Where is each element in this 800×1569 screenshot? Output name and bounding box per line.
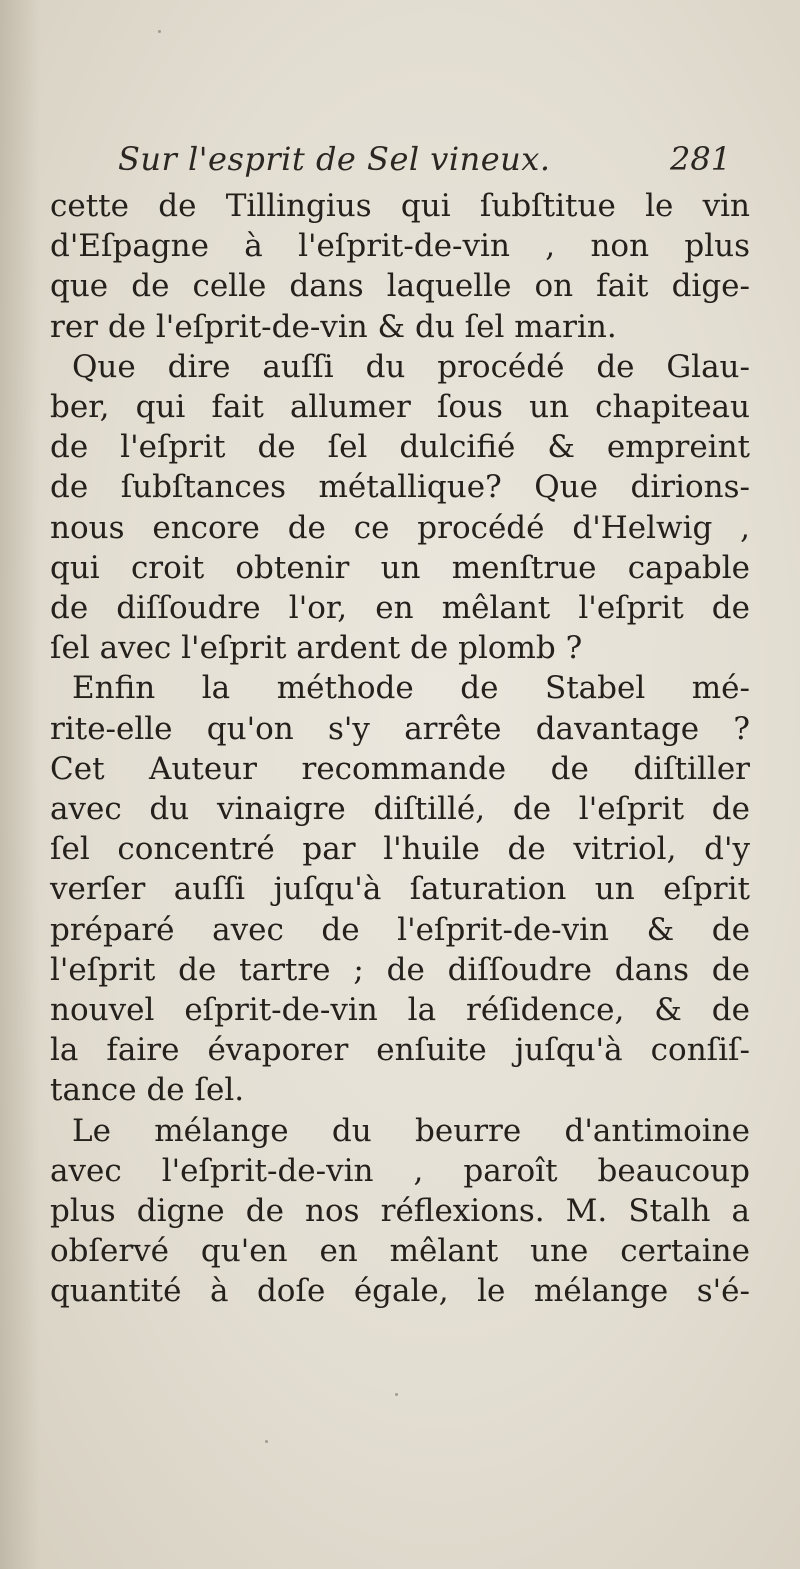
text-line: quantité à doſe égale, le mélange s'é- (50, 1273, 750, 1310)
text-line: avec l'eſprit-de-vin , paroît beaucoup (50, 1152, 750, 1189)
text-line: la faire évaporer enſuite juſqu'à conſiſ- (50, 1032, 750, 1069)
running-title: Sur l'esprit de Sel vineux. (118, 140, 551, 178)
text-line: de l'eſprit de ſel dulcifié & empreint (50, 429, 750, 466)
text-line: cette de Tillingius qui ſubſtitue le vin (50, 188, 750, 224)
body-text (50, 186, 750, 1312)
text-line: l'eſprit de tartre ; de diſſoudre dans de (50, 951, 750, 988)
text-line: tance de ſel. (50, 1072, 245, 1109)
text-line: avec du vinaigre diſtillé, de l'eſprit de (50, 791, 750, 828)
paragraph-start-line: Enfin la méthode de Stabel mé- (72, 670, 750, 707)
gutter-shadow (0, 0, 40, 1569)
paragraph-start-line: Que dire auſſi du procédé de Glau- (72, 348, 750, 385)
text-line: rer de l'eſprit-de-vin & du ſel marin. (50, 308, 617, 345)
text-line: nous encore de ce procédé d'Helwig , (50, 509, 750, 546)
text-line: Cet Auteur recommande de diſtiller (50, 750, 750, 787)
page-number: 281 (670, 140, 732, 178)
text-line: que de celle dans laquelle on fait dige- (50, 268, 750, 305)
text-line: de diſſoudre l'or, en mêlant l'eſprit de (50, 590, 750, 627)
paragraph-start-line: Le mélange du beurre d'antimoine (72, 1112, 750, 1149)
text-line: ſel avec l'eſprit ardent de plomb ? (50, 630, 583, 667)
text-line: ber, qui fait allumer ſous un chapiteau (50, 389, 750, 426)
text-line: ſel concentré par l'huile de vitriol, d'y (50, 831, 750, 868)
text-line: obſervé qu'en en mêlant une certaine (50, 1233, 750, 1270)
text-line: de ſubſtances métallique? Que dirions- (50, 469, 750, 506)
text-line: verſer auſſi juſqu'à ſaturation un eſprit (50, 871, 750, 908)
paper-speck (158, 30, 161, 33)
text-line: préparé avec de l'eſprit-de-vin & de (50, 911, 750, 948)
paper-speck (395, 1393, 398, 1396)
text-line: rite-elle qu'on s'y arrête davantage ? (50, 710, 750, 747)
text-line: nouvel eſprit-de-vin la réſidence, & de (50, 992, 750, 1029)
text-line: plus digne de nos réflexions. M. Stalh a (50, 1193, 750, 1230)
text-line: qui croit obtenir un menſtrue capable (50, 549, 750, 586)
text-line: d'Eſpagne à l'eſprit-de-vin , non plus (50, 228, 750, 265)
paper-speck (265, 1440, 268, 1443)
